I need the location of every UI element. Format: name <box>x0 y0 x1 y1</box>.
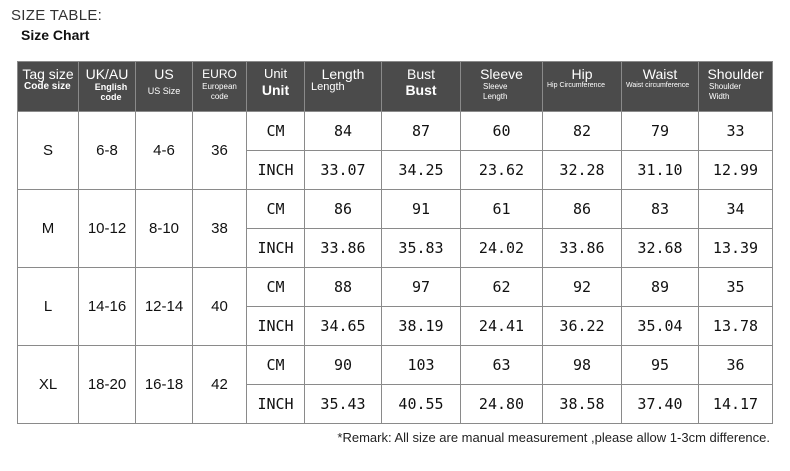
hip-cell: 98 <box>543 346 622 385</box>
shoulder-cell: 14.17 <box>699 385 773 424</box>
tag-size-cell: M <box>18 190 79 268</box>
unit-cell: CM <box>247 346 305 385</box>
header-main: UK/AU <box>85 66 129 82</box>
header-sub: US Size <box>147 86 181 96</box>
sleeve-cell: 60 <box>461 112 543 151</box>
unit-cell: CM <box>247 112 305 151</box>
chart-title: Size Chart <box>21 27 90 43</box>
table-row-s-cm <box>18 112 773 151</box>
length-cell: 84 <box>305 112 382 151</box>
hip-cell: 33.86 <box>543 229 622 268</box>
tag-size-cell: XL <box>18 346 79 424</box>
waist-cell: 35.04 <box>622 307 699 346</box>
header-sub: Hip Circumference <box>547 82 605 89</box>
header-main: Waist <box>642 66 678 82</box>
euro-cell: 36 <box>193 112 247 190</box>
size-chart-table <box>17 61 773 424</box>
length-cell: 33.86 <box>305 229 382 268</box>
us-cell: 12-14 <box>136 268 193 346</box>
bust-cell: 40.55 <box>382 385 461 424</box>
table-row-xl-cm <box>18 346 773 385</box>
hip-cell: 38.58 <box>543 385 622 424</box>
table-row-m-cm <box>18 190 773 229</box>
length-cell: 88 <box>305 268 382 307</box>
shoulder-cell: 34 <box>699 190 773 229</box>
length-cell: 33.07 <box>305 151 382 190</box>
sleeve-cell: 23.62 <box>461 151 543 190</box>
unit-cell: INCH <box>247 229 305 268</box>
sleeve-cell: 24.02 <box>461 229 543 268</box>
header-main: Shoulder <box>707 66 764 82</box>
sleeve-cell: 62 <box>461 268 543 307</box>
header-sub: Shoulder Width <box>709 82 742 101</box>
header-tag-size <box>18 62 79 112</box>
hip-cell: 86 <box>543 190 622 229</box>
length-cell: 34.65 <box>305 307 382 346</box>
header-us <box>136 62 193 112</box>
unit-cell: INCH <box>247 385 305 424</box>
unit-cell: INCH <box>247 307 305 346</box>
waist-cell: 37.40 <box>622 385 699 424</box>
bust-cell: 91 <box>382 190 461 229</box>
waist-cell: 83 <box>622 190 699 229</box>
header-sub: European code <box>202 82 237 101</box>
header-sub: Waist circumference <box>626 82 690 89</box>
size-table-label: SIZE TABLE: <box>11 7 103 24</box>
header-sub: Code size <box>24 81 71 92</box>
header-uk-au <box>79 62 136 112</box>
header-main: Sleeve <box>480 66 523 82</box>
shoulder-cell: 35 <box>699 268 773 307</box>
shoulder-cell: 12.99 <box>699 151 773 190</box>
header-sub: Length <box>311 81 345 93</box>
length-cell: 90 <box>305 346 382 385</box>
us-cell: 16-18 <box>136 346 193 424</box>
tag-size-cell: S <box>18 112 79 190</box>
shoulder-cell: 13.39 <box>699 229 773 268</box>
header-row <box>18 62 773 112</box>
us-cell: 4-6 <box>136 112 193 190</box>
header-unit <box>247 62 305 112</box>
header-main: Hip <box>571 66 593 82</box>
header-sub: English code <box>94 82 128 102</box>
hip-cell: 36.22 <box>543 307 622 346</box>
unit-cell: CM <box>247 190 305 229</box>
shoulder-cell: 36 <box>699 346 773 385</box>
tag-size-cell: L <box>18 268 79 346</box>
header-main: Bust <box>406 66 435 82</box>
header-main: EURO <box>202 67 237 81</box>
sleeve-cell: 63 <box>461 346 543 385</box>
remark-note: *Remark: All size are manual measurement ,please allow 1-3cm difference. <box>337 430 770 445</box>
waist-cell: 89 <box>622 268 699 307</box>
shoulder-cell: 33 <box>699 112 773 151</box>
bust-cell: 103 <box>382 346 461 385</box>
header-main: Tag size <box>22 66 74 82</box>
table-row-l-cm <box>18 268 773 307</box>
header-length <box>305 62 382 112</box>
header-sub: Unit <box>261 82 290 98</box>
bust-cell: 35.83 <box>382 229 461 268</box>
header-main: Length <box>321 66 365 82</box>
waist-cell: 32.68 <box>622 229 699 268</box>
hip-cell: 32.28 <box>543 151 622 190</box>
uk-au-cell: 6-8 <box>79 112 136 190</box>
us-cell: 8-10 <box>136 190 193 268</box>
uk-au-cell: 14-16 <box>79 268 136 346</box>
header-sub: Sleeve Length <box>483 82 508 101</box>
header-shoulder <box>699 62 773 112</box>
waist-cell: 79 <box>622 112 699 151</box>
waist-cell: 31.10 <box>622 151 699 190</box>
uk-au-cell: 18-20 <box>79 346 136 424</box>
euro-cell: 40 <box>193 268 247 346</box>
bust-cell: 97 <box>382 268 461 307</box>
length-cell: 86 <box>305 190 382 229</box>
hip-cell: 82 <box>543 112 622 151</box>
sleeve-cell: 61 <box>461 190 543 229</box>
header-main: US <box>154 66 174 82</box>
euro-cell: 38 <box>193 190 247 268</box>
uk-au-cell: 10-12 <box>79 190 136 268</box>
unit-cell: CM <box>247 268 305 307</box>
header-waist <box>622 62 699 112</box>
header-euro <box>193 62 247 112</box>
bust-cell: 87 <box>382 112 461 151</box>
hip-cell: 92 <box>543 268 622 307</box>
header-hip <box>543 62 622 112</box>
bust-cell: 38.19 <box>382 307 461 346</box>
shoulder-cell: 13.78 <box>699 307 773 346</box>
header-sleeve <box>461 62 543 112</box>
euro-cell: 42 <box>193 346 247 424</box>
sleeve-cell: 24.41 <box>461 307 543 346</box>
sleeve-cell: 24.80 <box>461 385 543 424</box>
header-main: Unit <box>263 66 288 81</box>
header-bust <box>382 62 461 112</box>
bust-cell: 34.25 <box>382 151 461 190</box>
waist-cell: 95 <box>622 346 699 385</box>
unit-cell: INCH <box>247 151 305 190</box>
header-sub: Bust <box>405 82 437 98</box>
length-cell: 35.43 <box>305 385 382 424</box>
